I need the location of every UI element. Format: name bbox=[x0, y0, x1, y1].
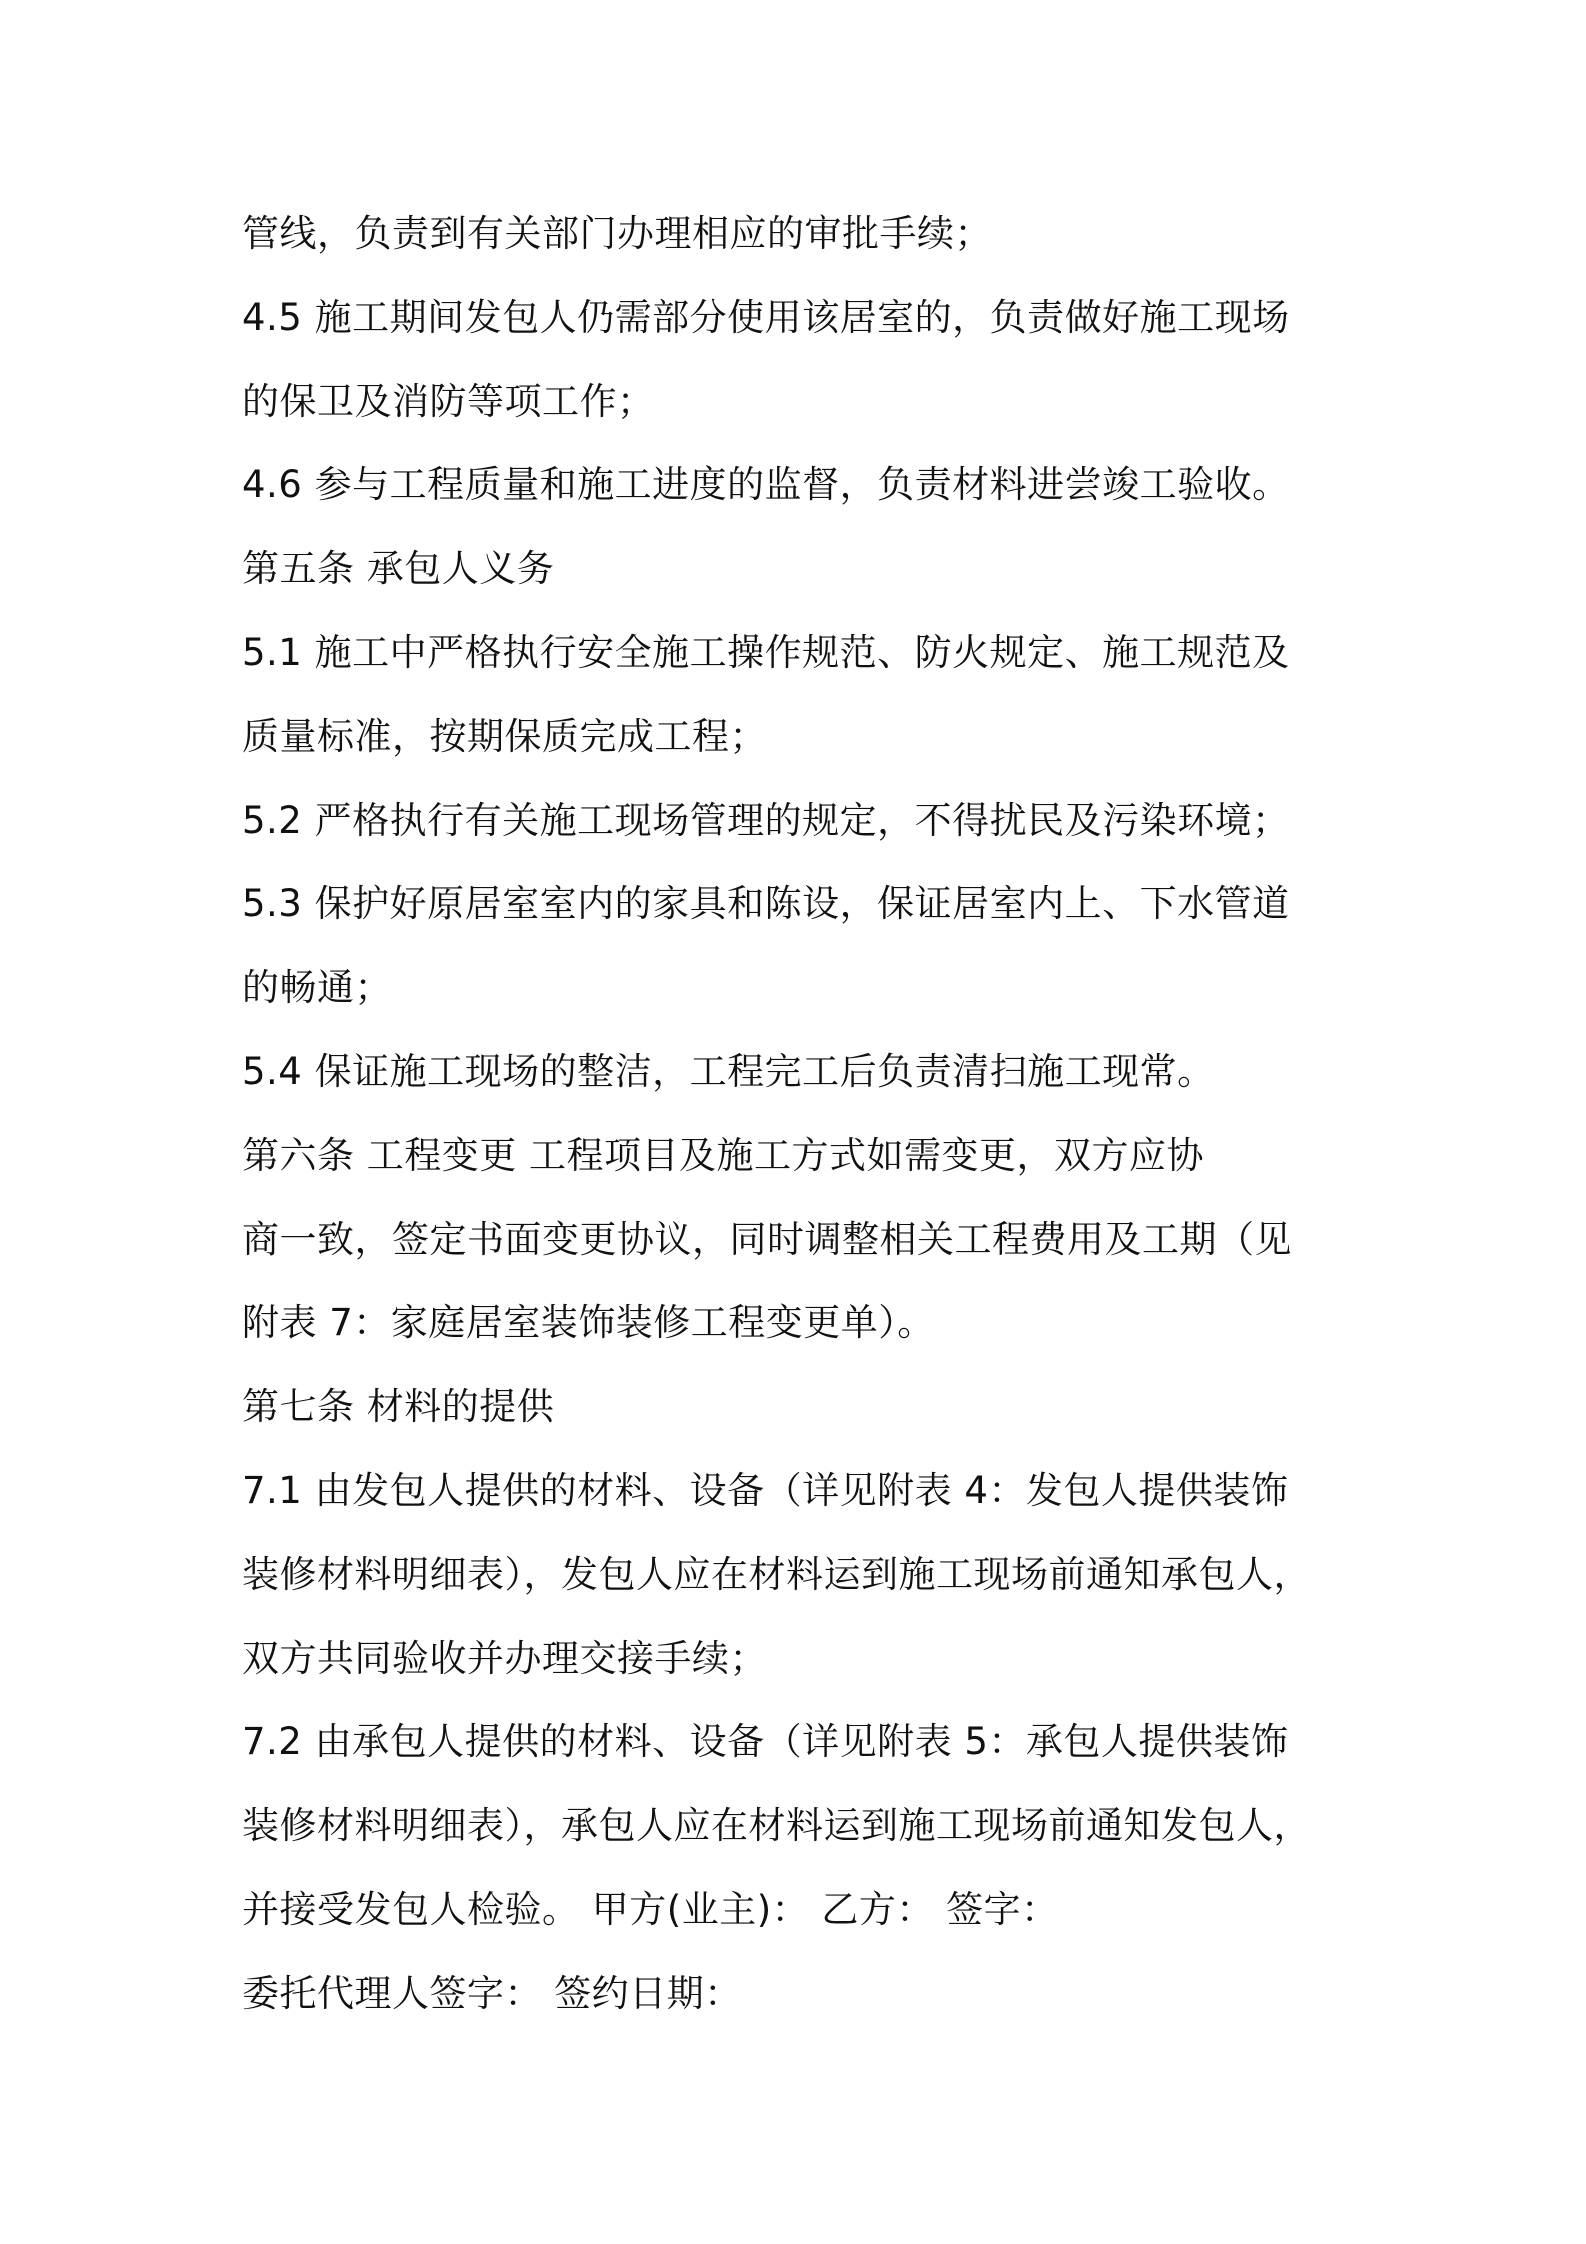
text-line-1: 管线，负责到有关部门办理相应的审批手续； bbox=[242, 212, 992, 255]
text-line-6: 5.1 施工中严格执行安全施工操作规范、防火规定、施工规范及 bbox=[242, 630, 1290, 674]
text-line-19: 7.2 由承包人提供的材料、设备（详见附表 5：承包人提供装饰 bbox=[242, 1720, 1289, 1764]
text-line-18: 双方共同验收并办理交接手续； bbox=[242, 1636, 767, 1680]
text-line-14: 附表 7：家庭居室装饰装修工程变更单）。 bbox=[242, 1301, 935, 1345]
text-line-11: 5.4 保证施工现场的整洁，工程完工后负责清扫施工现常。 bbox=[242, 1049, 1215, 1093]
section-heading-article-7: 第七条 材料的提供 bbox=[242, 1385, 555, 1429]
text-line-4: 4.6 参与工程质量和施工进度的监督，负责材料进尝竣工验收。 bbox=[242, 463, 1290, 507]
text-line-13: 商一致，签定书面变更协议，同时调整相关工程费用及工期（见 bbox=[242, 1217, 1292, 1261]
text-line-2: 4.5 施工期间发包人仍需部分使用该居室的，负责做好施工现场 bbox=[242, 295, 1290, 339]
text-line-9: 5.3 保护好原居室室内的家具和陈设，保证居室内上、下水管道 bbox=[242, 882, 1290, 926]
text-line-20: 装修材料明细表），承包人应在材料运到施工现场前通知发包人， bbox=[242, 1804, 1311, 1848]
text-line-17: 装修材料明细表），发包人应在材料运到施工现场前通知承包人， bbox=[242, 1552, 1311, 1596]
signature-line-agent-date: 委托代理人签字： 签约日期： bbox=[242, 1971, 742, 2015]
section-heading-article-5: 第五条 承包人义务 bbox=[242, 547, 555, 591]
text-line-10: 的畅通； bbox=[242, 966, 392, 1010]
contract-text-body bbox=[242, 192, 1372, 2036]
text-line-3: 的保卫及消防等项工作； bbox=[242, 379, 655, 423]
signature-line-parties: 并接受发包人检验。 甲方(业主)： 乙方： 签字： bbox=[242, 1887, 1059, 1931]
text-line-16: 7.1 由发包人提供的材料、设备（详见附表 4：发包人提供装饰 bbox=[242, 1468, 1289, 1512]
text-line-8: 5.2 严格执行有关施工现场管理的规定，不得扰民及污染环境； bbox=[242, 798, 1290, 842]
section-heading-article-6: 第六条 工程变更 工程项目及施工方式如需变更，双方应协 bbox=[242, 1133, 1205, 1177]
text-line-7: 质量标准，按期保质完成工程； bbox=[242, 714, 767, 758]
